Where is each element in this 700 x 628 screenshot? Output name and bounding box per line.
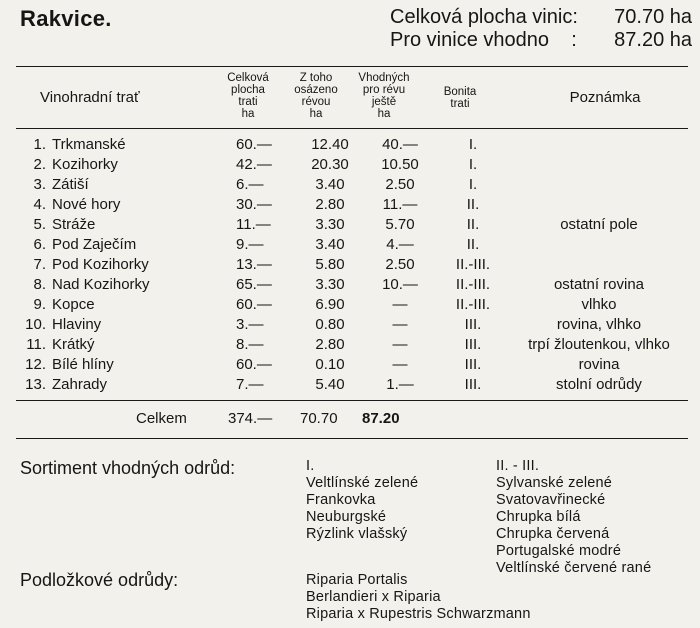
planted-cell: 12.40 bbox=[311, 135, 349, 153]
rating-cell: III. bbox=[464, 375, 482, 393]
planted-cell: 3.40 bbox=[315, 175, 345, 193]
header-total-area bbox=[218, 72, 278, 120]
total-area-cell bbox=[212, 214, 296, 234]
header-line: ha bbox=[309, 108, 323, 120]
summary-value: 87.20 ha bbox=[614, 29, 692, 51]
note-cell bbox=[510, 194, 688, 214]
summary-block bbox=[390, 6, 692, 52]
note-cell: rovina bbox=[578, 355, 620, 373]
area-value: 60.— bbox=[236, 295, 272, 313]
area-value: 9.— bbox=[236, 235, 264, 253]
summary-label: Pro vinice vhodno : bbox=[390, 29, 577, 51]
assortment-title: Sortiment vhodných odrůd: bbox=[20, 458, 236, 478]
note-cell bbox=[510, 174, 688, 194]
variety-item: Veltlínské zelené bbox=[306, 475, 419, 491]
suitable-cell: 2.50 bbox=[385, 255, 415, 273]
page-title: Rakvice. bbox=[20, 6, 112, 31]
table-row bbox=[16, 154, 688, 174]
suitable-cell: — bbox=[392, 295, 408, 313]
header-line: trati bbox=[238, 96, 258, 108]
total-area-cell bbox=[212, 154, 296, 174]
row-number: 4. bbox=[33, 195, 46, 213]
note-cell: stolní odrůdy bbox=[556, 375, 642, 393]
row-number: 3. bbox=[33, 175, 46, 193]
total-suitable: 87.20 bbox=[362, 410, 400, 427]
tract-name: Kozihorky bbox=[52, 155, 118, 173]
table-row bbox=[16, 174, 688, 194]
area-value: 60.— bbox=[236, 135, 272, 153]
note-cell: ostatní pole bbox=[560, 215, 638, 233]
rootstock-title: Podložkové odrůdy: bbox=[20, 570, 179, 590]
header-line: Bonita bbox=[443, 86, 477, 98]
note-cell bbox=[510, 234, 688, 254]
total-area-cell bbox=[212, 274, 296, 294]
suitable-cell: — bbox=[392, 335, 408, 353]
row-number: 8. bbox=[33, 275, 46, 293]
planted-cell: 6.90 bbox=[315, 295, 345, 313]
planted-cell: 0.10 bbox=[315, 355, 345, 373]
tract-name: Zahrady bbox=[52, 375, 108, 393]
rating-cell: II. bbox=[466, 235, 480, 253]
rating-cell: II.-III. bbox=[455, 275, 491, 293]
row-number: 12. bbox=[25, 355, 46, 373]
suitable-cell: 4.— bbox=[386, 235, 414, 253]
suitable-cell: — bbox=[392, 355, 408, 373]
area-value: 3.— bbox=[236, 315, 264, 333]
vineyard-table-body bbox=[16, 134, 688, 394]
header-suitable bbox=[348, 72, 420, 120]
rating-cell: II.-III. bbox=[455, 295, 491, 313]
suitable-cell: 11.— bbox=[382, 195, 418, 213]
header-planted bbox=[284, 72, 348, 120]
total-area-cell bbox=[212, 174, 296, 194]
header-line: ha bbox=[241, 108, 255, 120]
rating-cell: III. bbox=[464, 335, 482, 353]
total-planted: 70.70 bbox=[300, 410, 338, 427]
suitable-cell: 40.— bbox=[382, 135, 418, 153]
note-cell: rovina, vlhko bbox=[556, 315, 642, 333]
table-row bbox=[16, 214, 688, 234]
total-label: Celkem bbox=[136, 410, 187, 427]
suitable-cell: 2.50 bbox=[385, 175, 415, 193]
planted-cell: 5.40 bbox=[315, 375, 345, 393]
rootstock-list bbox=[306, 572, 531, 623]
rule-total-bottom bbox=[16, 438, 688, 439]
rating-cell: III. bbox=[464, 355, 482, 373]
variety-item: Frankovka bbox=[306, 492, 376, 508]
header-rating bbox=[428, 86, 492, 110]
rootstock-item: Riparia x Rupestris Schwarzmann bbox=[306, 606, 531, 622]
row-number: 13. bbox=[25, 375, 46, 393]
summary-total-area bbox=[390, 6, 692, 29]
note-cell: vlhko bbox=[581, 295, 617, 313]
row-number: 11. bbox=[26, 335, 46, 353]
total-area-cell bbox=[212, 354, 296, 374]
rating-cell: II. bbox=[466, 195, 480, 213]
planted-cell: 20.30 bbox=[311, 155, 349, 173]
area-value: 11.— bbox=[236, 215, 271, 233]
note-cell bbox=[510, 134, 688, 154]
total-area-cell bbox=[212, 314, 296, 334]
header-line: osázeno bbox=[294, 84, 338, 96]
area-value: 8.— bbox=[236, 335, 264, 353]
area-value: 65.— bbox=[236, 275, 272, 293]
table-row bbox=[16, 374, 688, 394]
variety-item: Portugalské modré bbox=[496, 543, 622, 559]
header-note: Poznámka bbox=[569, 89, 641, 106]
planted-cell: 3.30 bbox=[315, 215, 345, 233]
row-number: 6. bbox=[33, 235, 46, 253]
rating-cell: I. bbox=[468, 155, 478, 173]
header-line: Celková bbox=[227, 72, 269, 84]
header-line: trati bbox=[450, 98, 470, 110]
suitable-cell: 10.— bbox=[382, 275, 418, 293]
rating-cell: I. bbox=[468, 175, 478, 193]
summary-suitable-area bbox=[390, 29, 692, 52]
total-area-cell bbox=[212, 334, 296, 354]
suitable-cell: 5.70 bbox=[385, 215, 415, 233]
tract-name: Krátký bbox=[52, 335, 95, 353]
total-area: 374.— bbox=[228, 410, 273, 427]
rating-cell: II. bbox=[466, 215, 480, 233]
table-row bbox=[16, 274, 688, 294]
table-row bbox=[16, 134, 688, 154]
header-line: ha bbox=[377, 108, 391, 120]
table-row bbox=[16, 294, 688, 314]
table-row bbox=[16, 254, 688, 274]
row-number: 10. bbox=[25, 315, 46, 333]
area-value: 60.— bbox=[236, 355, 272, 373]
note-cell: trpí žloutenkou, vlhko bbox=[528, 335, 670, 353]
row-number: 1. bbox=[33, 135, 46, 153]
rating-cell: II.-III. bbox=[455, 255, 491, 273]
area-value: 7.— bbox=[236, 375, 264, 393]
table-row bbox=[16, 334, 688, 354]
variety-item: Sylvanské zelené bbox=[496, 475, 613, 491]
rule-header-bottom bbox=[16, 128, 688, 129]
suitable-cell: 10.50 bbox=[381, 155, 419, 173]
note-cell bbox=[510, 154, 688, 174]
vineyard-table bbox=[16, 134, 688, 394]
header-line: pro révu bbox=[362, 84, 406, 96]
header-tract: Vinohradní trať bbox=[40, 89, 140, 106]
row-number: 7. bbox=[33, 255, 46, 273]
planted-cell: 2.80 bbox=[315, 335, 345, 353]
tract-name: Bílé hlíny bbox=[52, 355, 114, 373]
total-area-cell bbox=[212, 294, 296, 314]
total-area-cell bbox=[212, 234, 296, 254]
tract-name: Trkmanské bbox=[52, 135, 126, 153]
planted-cell: 3.40 bbox=[315, 235, 345, 253]
variety-item: Rýzlink vlašský bbox=[306, 526, 408, 542]
summary-label: Celková plocha vinic: bbox=[390, 6, 578, 28]
rootstock-item: Berlandieri x Riparia bbox=[306, 589, 441, 605]
rating-cell: III. bbox=[464, 315, 482, 333]
rootstock-item: Riparia Portalis bbox=[306, 572, 408, 588]
total-area-cell bbox=[212, 254, 296, 274]
header-line: plocha bbox=[231, 84, 265, 96]
table-row bbox=[16, 314, 688, 334]
row-number: 9. bbox=[33, 295, 46, 313]
variety-item: Svatovavřinecké bbox=[496, 492, 606, 508]
header-line: Vhodných bbox=[358, 72, 410, 84]
tract-name: Kopce bbox=[52, 295, 95, 313]
variety-item: Neuburgské bbox=[306, 509, 387, 525]
variety-item: Chrupka červená bbox=[496, 526, 610, 542]
note-cell bbox=[510, 254, 688, 274]
planted-cell: 0.80 bbox=[315, 315, 345, 333]
tract-name: Stráže bbox=[52, 215, 96, 233]
tract-name: Zátiší bbox=[52, 175, 89, 193]
summary-value: 70.70 ha bbox=[614, 6, 692, 28]
table-row bbox=[16, 234, 688, 254]
row-number: 5. bbox=[33, 215, 46, 233]
variety-item: Chrupka bílá bbox=[496, 509, 581, 525]
planted-cell: 2.80 bbox=[315, 195, 345, 213]
rule-top bbox=[16, 66, 688, 67]
row-number: 2. bbox=[33, 155, 46, 173]
planted-cell: 3.30 bbox=[315, 275, 345, 293]
header-line: révou bbox=[301, 96, 331, 108]
total-area-cell bbox=[212, 194, 296, 214]
area-value: 30.— bbox=[236, 195, 272, 213]
total-area-cell bbox=[212, 374, 296, 394]
tract-name: Nad Kozihorky bbox=[52, 275, 150, 293]
tract-name: Nové hory bbox=[52, 195, 121, 213]
assortment-group-2 bbox=[496, 458, 651, 577]
group-label: II. - III. bbox=[496, 458, 540, 474]
planted-cell: 5.80 bbox=[315, 255, 345, 273]
area-value: 42.— bbox=[236, 155, 272, 173]
header-line: Z toho bbox=[299, 72, 333, 84]
total-area-cell bbox=[212, 134, 296, 154]
rating-cell: I. bbox=[468, 135, 478, 153]
variety-item: Veltlínské červené rané bbox=[496, 560, 652, 576]
note-cell: ostatní rovina bbox=[553, 275, 645, 293]
group-label: I. bbox=[306, 458, 315, 474]
suitable-cell: 1.— bbox=[386, 375, 414, 393]
rule-total-top bbox=[16, 400, 688, 401]
table-row bbox=[16, 354, 688, 374]
area-value: 6.— bbox=[236, 175, 264, 193]
table-row bbox=[16, 194, 688, 214]
suitable-cell: — bbox=[392, 315, 408, 333]
tract-name: Pod Zaječím bbox=[52, 235, 137, 253]
area-value: 13.— bbox=[236, 255, 272, 273]
tract-name: Hlaviny bbox=[52, 315, 102, 333]
header-line: ještě bbox=[371, 96, 397, 108]
tract-name: Pod Kozihorky bbox=[52, 255, 149, 273]
assortment-group-1 bbox=[306, 458, 418, 543]
